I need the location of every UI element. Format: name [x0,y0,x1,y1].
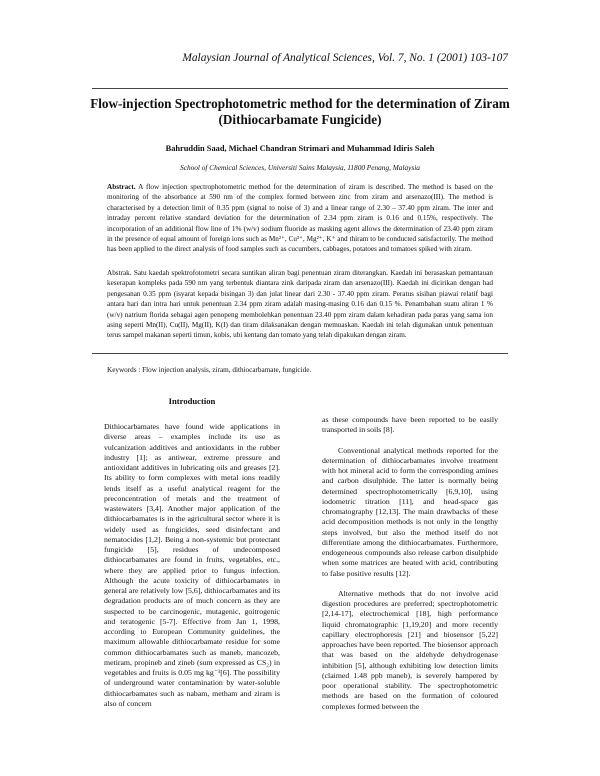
title-line-1: Flow-injection Spectrophotometric method for the determination of Ziram [90,96,510,111]
journal-citation: Malaysian Journal of Analytical Sciences, Vol. 7, No. 1 (2001) 103-107 [182,52,508,64]
left-column [104,422,280,709]
keywords: Keywords : Flow injection analysis, ziram, dithiocarbamate, fungicide. [107,366,312,374]
top-rule [92,88,508,89]
right-column [322,415,498,712]
intro-paragraph-1: Dithiocarbamates have found wide applications in diverse areas – examples include its use as vulcanization additives and antioxidants in the rubber industry [1]; as antiwear, extreme pressure and antioxidant additives in lubricating oils and greases [2]. Its ability to form complexes with metal ions readily lends itself as a useful analytical reagent for the preconcentration of metals and the treatment of wastewaters [3,4]. Another major application of the dithiocarbamates is in the agricultural sector where it is widely used as fungicides, seed disinfectant and nematocides [1,2]. Being a non-systemic but protectant fungicide [5], residues of undecomposed dithiocarbamates are found in fruits, vegetables, etc., where they are applied prior to fungus infection. Although the acute toxicity of dithiocarbamates in general are relatively low [5,6], dithiocarbamates and its degradation products are of much concern as they are suspected to be carcinogenic, mutagenic, goitrogenic and teratogenic [5-7]. Effective from Jan 1, 1998, according to European Community guidelines, the maximum allowable dithiocarbamate residue for some common dithiocarbamates such as maneb, mancozeb, metiram, propineb and zineb (sum expressed as CS₂) in vegetables and fruits is 0.05 mg kg⁻¹[6]. The possibility of underground water contamination by water-soluble dithiocarbamates such as nabam, metham and ziram is also of concern [104,422,281,708]
affiliation: School of Chemical Sciences, Universiti Sains Malaysia, 11800 Penang, Malaysia [180,163,420,172]
title-line-2: (Dithiocarbamate Fungicide) [218,112,382,127]
intro-paragraph-2: as these compounds have been reported to be easily transported in soils [8]. [322,415,498,435]
authors: Bahruddin Saad, Michael Chandran Strimari and Muhammad Idiris Saleh [165,144,435,153]
intro-paragraph-3: Conventional analytical methods reported for the determination of dithiocarbamates involve treatment with hot mineral acid to form the corresponding amines and carbon disulphide. The latter is normally being determined spectrophotometrically [6,9,10], using iodometric titration [11], and head-space gas chromatography [12,13]. The main drawbacks of these acid decomposition methods is not only in the lengthy steps involved, but also the method itself do not differentiate among the dithiocarbamates. Furthermore, endogeneous compounds also release carbon disulphide when some matrices are heated with acid, contributing to false positive results [12]. [322,445,498,578]
abstract-rule [92,353,508,354]
abstract-english [107,182,493,255]
abstract-text: A flow injection spectrophotometric method for the determination of ziram is described. The method is based on the monitoring of the absorbance at 590 nm of the complex formed between zinc from ziram and arsenazo(III). The method is characterised by a detection limit of 0.35 ppm (signal to noise of 3) and a linear range of 2.30 – 37.40 ppm ziram. The inter and intraday percent relative standard deviation for the determination of 2.34 ppm ziram is 0.16 and 0.15%, respectively. The incorporation of an additional flow line of 1% (w/v) sodium fluoride as masking agent allows the determination of 23.40 ppm ziram in the presence of equal amount of foreign ions such as Mn²⁺, Cu²⁺, Mg²⁺, K⁺ and thiram to be conducted satisfactorily. The method has been applied to the direct analysis of food samples such as cucumbers, cabbages, potatoes and tomatoes spiked with ziram. [107,183,493,254]
section-heading-introduction: Introduction [168,396,216,406]
paper-title [60,96,540,128]
intro-paragraph-4: Alternative methods that do not involve acid digestion procedures are preferred; spectrophotometric [2,14-17], electrochemical [18], high performance liquid chromatographic [1,19,20] and more recently capillary electrophoresis [21] and biosensor [5,22] approaches have been reported. The biosensor approach that was based on the aldehyde dehydrogenase inhibition [5], although exhibiting low detection limits (claimed 1.48 ppb maneb), is severely hampered by poor operational stability. The spectrophotometric methods are based on the formation of coloured complexes formed between the [322,588,498,711]
abstract-label: Abstract. [107,183,136,191]
abstract-malay: Abstrak. Satu kaedah spektrofotometri secara suntikan aliran bagi penentuan ziram diterangkan. Kaedah ini berasaskan pemantauan keserapan kompleks pada 590 nm yang terbentuk diantara zink daripada ziram dan arsenazo(III). Kaedah ini dicirikan dengan had pengesanan 0.35 ppm (isyarat kepada bisingan 3) dan julat linear dari 2.30 - 37.40 ppm ziram. Peratus sisihan piawai relatif bagi antara hari dan intra hari untuk penentuan 2.34 ppm ziram adalah masing-masing 0.16 dan 0.15 %. Penambahan suatu aliran 1 %(w/v) natrium florida sebagai agen penopeng membolehkan penentuan 23.40 ppm ziram dalam kehadiran pada paras yang sama ion asing seperti Mn(II), Cu(II), Mg(II), K(I) dan tiram dilaksanakan dengan memuaskan. Kaedah ini telah digunakan untuk penentuan terus sampel makanan seperti timun, kobis, ubi kentang dan tomato yang telah dipakukan dengan ziram. [107,269,493,340]
